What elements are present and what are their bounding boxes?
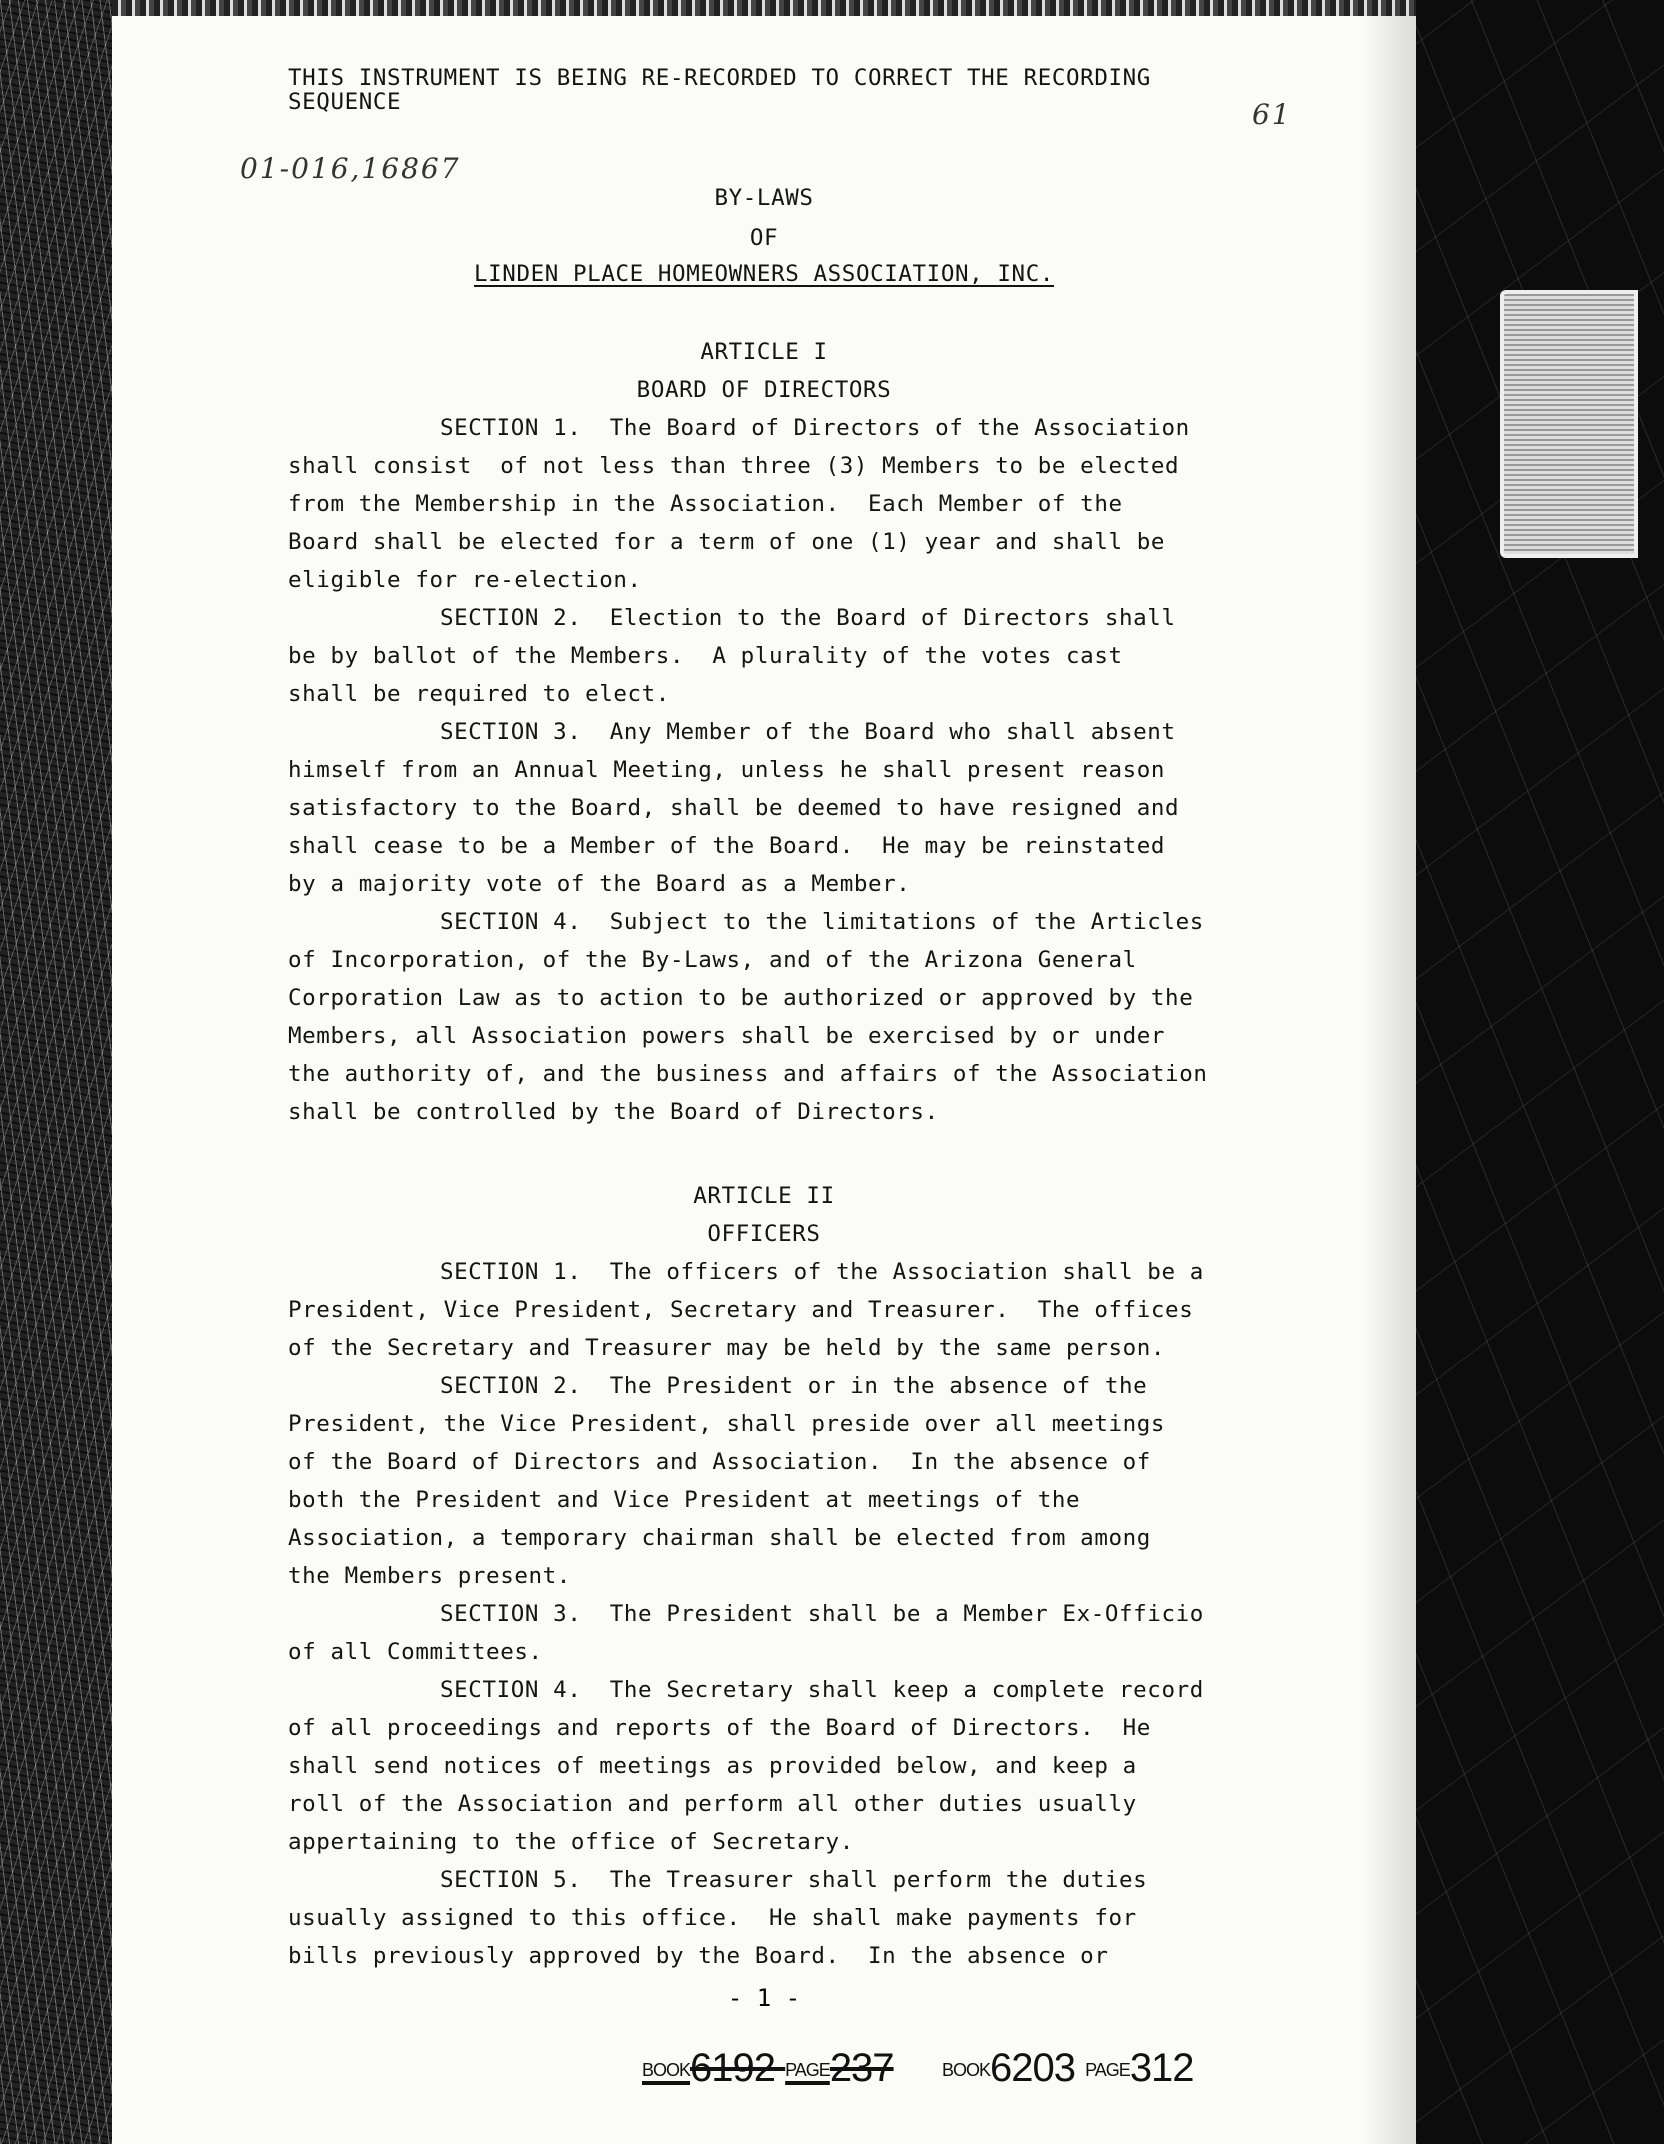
article2-line: President, Vice President, Secretary and Treasurer. The offices	[288, 1297, 1194, 1323]
re-record-notice-line-2: SEQUENCE	[288, 89, 402, 115]
scan-left-border	[0, 0, 112, 2144]
article1-line: from the Membership in the Association. Each Member of the	[288, 491, 1123, 517]
article1-line: SECTION 2. Election to the Board of Directors shall	[440, 605, 1176, 631]
document-page	[112, 16, 1416, 2144]
article2-line: SECTION 1. The officers of the Association shall be a	[440, 1259, 1204, 1285]
article1-line: shall cease to be a Member of the Board. He may be reinstated	[288, 833, 1166, 859]
article-1-subheading: BOARD OF DIRECTORS	[636, 377, 892, 403]
new-book-number: 6203	[990, 2046, 1075, 2090]
article2-line: usually assigned to this office. He shall make payments for	[288, 1905, 1137, 1931]
scan-top-strip	[112, 0, 1416, 16]
article2-line: shall send notices of meetings as provided below, and keep a	[288, 1753, 1137, 1779]
handwritten-mark: 61	[1252, 98, 1292, 131]
new-page-label: PAGE	[1085, 2059, 1130, 2080]
new-book-label: BOOK	[942, 2059, 991, 2080]
article2-line: of the Board of Directors and Association. In the absence of	[288, 1449, 1151, 1475]
article-2-subheading: OFFICERS	[707, 1221, 821, 1247]
article1-line: shall be controlled by the Board of Directors.	[288, 1099, 939, 1125]
article2-line: SECTION 5. The Treasurer shall perform the duties	[440, 1867, 1148, 1893]
article1-line: himself from an Annual Meeting, unless he shall present reason	[288, 757, 1166, 783]
article2-line: of the Secretary and Treasurer may be held by the same person.	[288, 1335, 1166, 1361]
article1-line: SECTION 3. Any Member of the Board who shall absent	[440, 719, 1176, 745]
old-page-number: 237	[829, 2046, 894, 2090]
old-page-label: PAGE	[785, 2059, 830, 2080]
article-2-heading: ARTICLE II	[693, 1183, 835, 1209]
scan-shadow	[1362, 16, 1416, 2144]
article1-line: be by ballot of the Members. A plurality of the votes cast	[288, 643, 1123, 669]
article1-line: shall be required to elect.	[288, 681, 670, 707]
article1-line: the authority of, and the business and affairs of the Association	[288, 1061, 1208, 1087]
binder-clip	[1500, 290, 1638, 558]
new-book-page-stamp	[942, 2046, 1194, 2091]
article1-line: by a majority vote of the Board as a Member.	[288, 871, 911, 897]
article2-line: both the President and Vice President at meetings of the	[288, 1487, 1081, 1513]
old-book-number: 6192	[690, 2046, 775, 2090]
new-page-number: 312	[1129, 2046, 1194, 2090]
article1-line: eligible for re-election.	[288, 567, 642, 593]
doc-title-line-1: BY-LAWS	[714, 185, 814, 211]
article2-line: the Members present.	[288, 1563, 571, 1589]
article1-line: Corporation Law as to action to be authorized or approved by the	[288, 985, 1194, 1011]
page-number: - 1 -	[727, 1984, 801, 2012]
article2-line: SECTION 4. The Secretary shall keep a complete record	[440, 1677, 1204, 1703]
doc-title-line-2: OF	[749, 225, 779, 251]
article2-line: bills previously approved by the Board. In the absence or	[288, 1943, 1109, 1969]
article-1-heading: ARTICLE I	[700, 339, 828, 365]
article2-line: President, the Vice President, shall preside over all meetings	[288, 1411, 1166, 1437]
article2-line: of all proceedings and reports of the Board of Directors. He	[288, 1715, 1151, 1741]
doc-title-association: LINDEN PLACE HOMEOWNERS ASSOCIATION, INC.	[474, 261, 1054, 287]
article2-line: appertaining to the office of Secretary.	[288, 1829, 854, 1855]
article1-line: Members, all Association powers shall be exercised by or under	[288, 1023, 1166, 1049]
article1-line: SECTION 1. The Board of Directors of the Association	[440, 415, 1190, 441]
article2-line: of all Committees.	[288, 1639, 543, 1665]
article1-line: SECTION 4. Subject to the limitations of the Articles	[440, 909, 1204, 935]
old-book-label: BOOK	[642, 2059, 691, 2080]
article2-line: roll of the Association and perform all other duties usually	[288, 1791, 1137, 1817]
article2-line: SECTION 3. The President shall be a Member Ex-Officio	[440, 1601, 1204, 1627]
re-record-notice-line-1: THIS INSTRUMENT IS BEING RE-RECORDED TO CORRECT THE RECORDING	[288, 65, 1151, 91]
article2-line: SECTION 2. The President or in the absence of the	[440, 1373, 1148, 1399]
article1-line: shall consist of not less than three (3) Members to be elected	[288, 453, 1180, 479]
article1-line: of Incorporation, of the By-Laws, and of the Arizona General	[288, 947, 1137, 973]
article1-line: satisfactory to the Board, shall be deemed to have resigned and	[288, 795, 1180, 821]
handwritten-recording-number: 01-016,16867	[240, 152, 461, 185]
article1-line: Board shall be elected for a term of one (1) year and shall be	[288, 529, 1166, 555]
article2-line: Association, a temporary chairman shall be elected from among	[288, 1525, 1151, 1551]
old-book-page-stamp	[642, 2046, 894, 2091]
